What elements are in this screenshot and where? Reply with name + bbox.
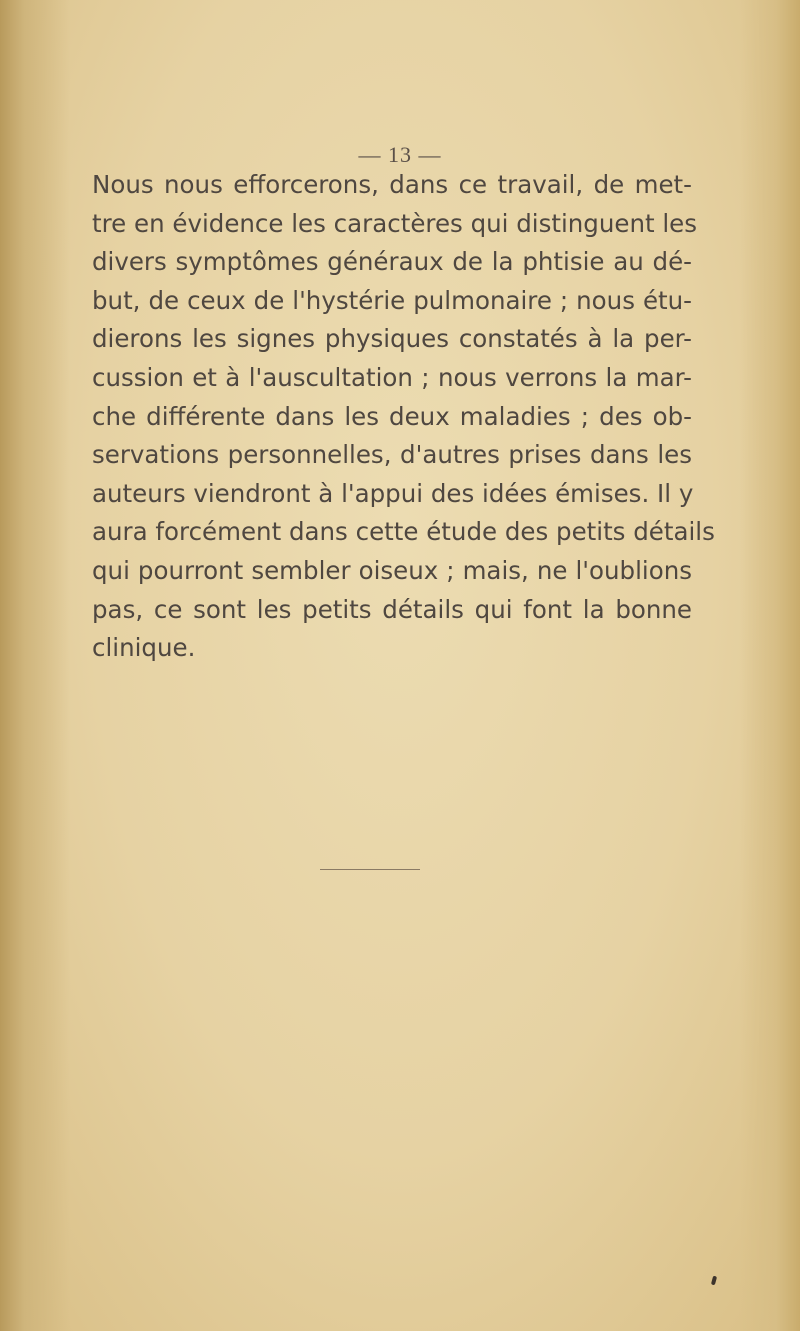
text-line: dierons les signes physiques constatés à la per- [92, 324, 692, 354]
body-paragraph [92, 166, 715, 668]
text-line: cussion et à l'auscultation ; nous verrons la mar- [92, 362, 692, 392]
text-line: qui pourront sembler oiseux ; mais, ne l'oublions [92, 555, 692, 585]
page-edge-left [0, 0, 70, 1331]
page-number: — 13 — [358, 142, 442, 167]
section-separator [320, 869, 420, 870]
text-line: Nous nous efforcerons, dans ce travail, de met- [92, 170, 692, 199]
text-line: but, de ceux de l'hystérie pulmonaire ; nous étu- [92, 285, 692, 315]
page-edge-right [740, 0, 800, 1331]
text-line-last: clinique. [92, 633, 196, 663]
text-line: divers symptômes généraux de la phtisie au dé- [92, 247, 692, 277]
text-line: pas, ce sont les petits détails qui font la bonne [92, 594, 692, 624]
text-line: auteurs viendront à l'appui des idées émises. Il y [92, 478, 694, 508]
ink-speck [711, 1276, 717, 1286]
text-line: servations personnelles, d'autres prises dans les [92, 440, 692, 470]
text-line: che différente dans les deux maladies ; des ob- [92, 401, 692, 431]
text-line: tre en évidence les caractères qui distinguent les [92, 208, 698, 238]
text-line: aura forcément dans cette étude des petits détails [92, 517, 715, 547]
